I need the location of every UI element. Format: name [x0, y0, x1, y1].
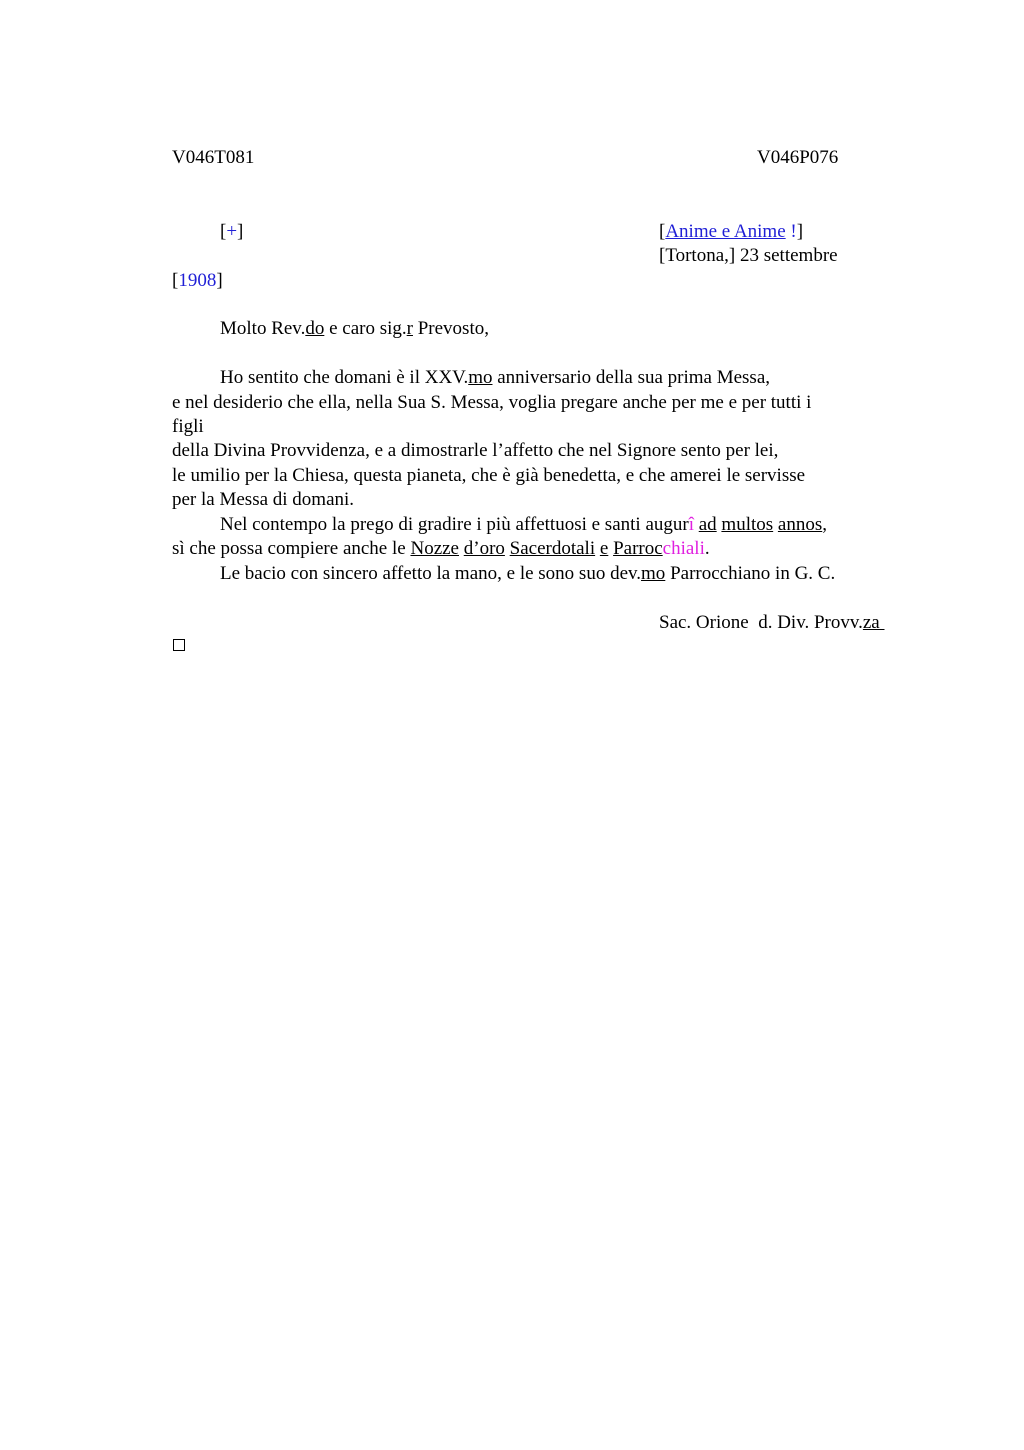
letter-title: [Anime e Anime !] [659, 221, 804, 242]
document-code-left: V046T081 [172, 147, 255, 168]
body-line-3: figli [172, 416, 204, 437]
year-link[interactable]: 1908 [178, 270, 217, 291]
body-line-4: della Divina Provvidenza, e a dimostrarle l’affetto che nel Signore sento per lei, [172, 440, 779, 461]
cross-marker: [+] [220, 221, 244, 242]
cross-link[interactable]: + [226, 221, 238, 242]
letter-year: [1908] [172, 270, 223, 291]
body-line-7: Nel contempo la prego di gradire i più affettuosi e santi augurî ad multos annos, [220, 514, 827, 535]
body-line-9: Le bacio con sincero affetto la mano, e le sono suo dev.mo Parrocchiano in G. C. [220, 563, 836, 584]
body-line-1: Ho sentito che domani è il XXV.mo anniversario della sua prima Messa, [220, 367, 771, 388]
end-square-marker [173, 639, 185, 651]
document-code-right: V046P076 [757, 147, 839, 168]
body-line-6: per la Messa di domani. [172, 489, 355, 510]
body-line-5: le umilio per la Chiesa, questa pianeta, che è già benedetta, e che amerei le servisse [172, 465, 806, 486]
salutation: Molto Rev.do e caro sig.r Prevosto, [220, 318, 489, 339]
title-link[interactable]: Anime e Anime [665, 221, 786, 242]
body-line-8: sì che possa compiere anche le Nozze d’oro Sacerdotali e Parrocchiali. [172, 538, 710, 559]
place-date: [Tortona,] 23 settembre [659, 245, 838, 266]
body-line-2: e nel desiderio che ella, nella Sua S. Messa, voglia pregare anche per me e per tutti i [172, 392, 812, 413]
signature: Sac. Orione d. Div. Provv.za [659, 612, 885, 633]
